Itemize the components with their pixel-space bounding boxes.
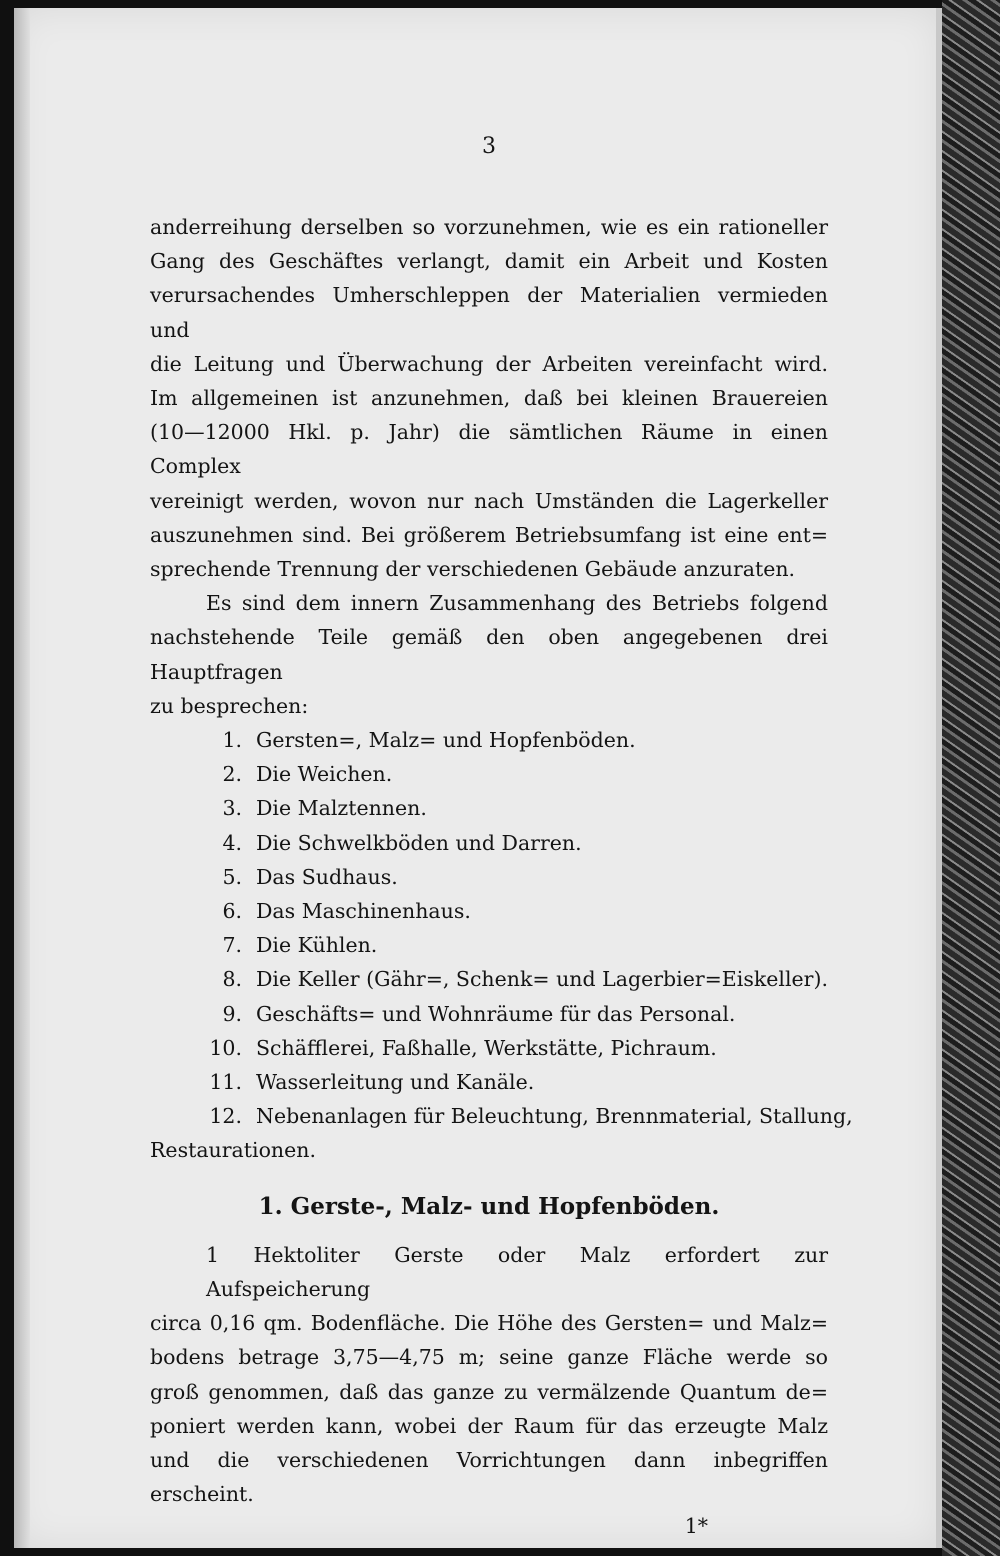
list-item	[150, 1031, 828, 1065]
paragraph-3	[150, 1238, 828, 1512]
list-item	[150, 1065, 828, 1099]
text-line: anderreihung derselben so vorzunehmen, wie es ein rationeller	[150, 215, 828, 239]
list-number: 2.	[222, 762, 242, 787]
text-line: Es sind dem innern Zusammenhang des Betriebs folgend	[206, 591, 828, 616]
list-number: 4.	[222, 830, 242, 855]
list-text: Das Maschinenhaus.	[256, 899, 471, 924]
list-number: 8.	[222, 967, 242, 992]
paragraph-2	[150, 586, 828, 723]
list-number: 3.	[222, 796, 242, 821]
list-number: 7.	[222, 933, 242, 958]
marbled-cover-edge	[942, 0, 1000, 1556]
list-text: Die Weichen.	[256, 762, 393, 787]
text-line: Im allgemeinen ist anzunehmen, daß bei kleinen Brauereien	[150, 386, 828, 411]
list-text: Das Sudhaus.	[256, 864, 398, 889]
list-text: Gersten=, Malz= und Hopfenböden.	[256, 728, 636, 753]
list-number: 12.	[209, 1104, 242, 1129]
list-item	[150, 962, 828, 996]
text-line: Gang des Geschäftes verlangt, damit ein Arbeit und Kosten	[150, 249, 828, 274]
list-continuation	[150, 1133, 828, 1167]
list-number: 5.	[222, 864, 242, 889]
text-line: circa 0,16 qm. Bodenfläche. Die Höhe des Gersten= und Malz=	[150, 1311, 828, 1336]
page-gutter	[14, 8, 30, 1548]
text-line: (10—12000 Hkl. p. Jahr) die sämtlichen Räume in einen Complex	[150, 420, 828, 479]
list-item	[150, 1099, 853, 1133]
text-block	[150, 130, 853, 1541]
page-number: 3	[482, 134, 496, 159]
text-line: vereinigt werden, wovon nur nach Umständen die Lagerkeller	[150, 488, 828, 513]
section-heading: 1. Gerste-, Malz- und Hopfenböden.	[258, 1192, 720, 1220]
text-line: sprechende Trennung der verschiedenen Gebäude anzuraten.	[150, 557, 796, 582]
list-item	[150, 997, 828, 1031]
list-item	[150, 757, 828, 791]
list-item	[150, 723, 828, 757]
paragraph-1	[150, 210, 828, 586]
text-line: nachstehende Teile gemäß den oben angegebenen drei Hauptfragen	[150, 625, 828, 684]
list-text: Die Kühlen.	[256, 933, 378, 958]
list-item	[150, 860, 828, 894]
list-text: Geschäfts= und Wohnräume für das Personal.	[256, 1001, 736, 1026]
topic-list	[150, 723, 853, 1133]
list-number: 11.	[209, 1070, 242, 1095]
list-text: Die Schwelkböden und Darren.	[256, 830, 582, 855]
list-text: Wasserleitung und Kanäle.	[256, 1070, 535, 1095]
list-text: Schäfflerei, Faßhalle, Werkstätte, Pichraum.	[256, 1035, 717, 1060]
list-number: 6.	[222, 899, 242, 924]
list-number: 10.	[209, 1035, 242, 1060]
list-text: Die Malztennen.	[256, 796, 427, 821]
text-line: und die verschiedenen Vorrichtungen dann inbegriffen erscheint.	[150, 1447, 828, 1507]
list-number: 1.	[222, 728, 242, 753]
text-line: auszunehmen sind. Bei größerem Betriebsumfang ist eine ent=	[150, 522, 828, 547]
list-item	[150, 928, 828, 962]
text-line: die Leitung und Überwachung der Arbeiten vereinfacht wird.	[150, 351, 828, 376]
text-line: bodens betrage 3,75—4,75 m; seine ganze Fläche werde so	[150, 1345, 828, 1370]
text-line: Restaurationen.	[150, 1138, 316, 1163]
list-text: Nebenanlagen für Beleuchtung, Brennmaterial, Stallung,	[256, 1104, 853, 1129]
text-line: poniert werden kann, wobei der Raum für das erzeugte Malz	[150, 1413, 828, 1438]
list-item	[150, 826, 828, 860]
list-item	[150, 894, 828, 928]
text-line: 1 Hektoliter Gerste oder Malz erfordert zur Aufspeicherung	[206, 1242, 828, 1301]
text-line: groß genommen, daß das ganze zu vermälzende Quantum de=	[150, 1379, 828, 1404]
list-text: Die Keller (Gähr=, Schenk= und Lagerbier=Eiskeller).	[256, 967, 828, 992]
text-line: verursachendes Umherschleppen der Materialien vermieden und	[150, 283, 828, 342]
text-line: zu besprechen:	[150, 693, 309, 718]
signature-mark: 1*	[684, 1514, 708, 1539]
list-number: 9.	[222, 1001, 242, 1026]
list-item	[150, 791, 828, 825]
